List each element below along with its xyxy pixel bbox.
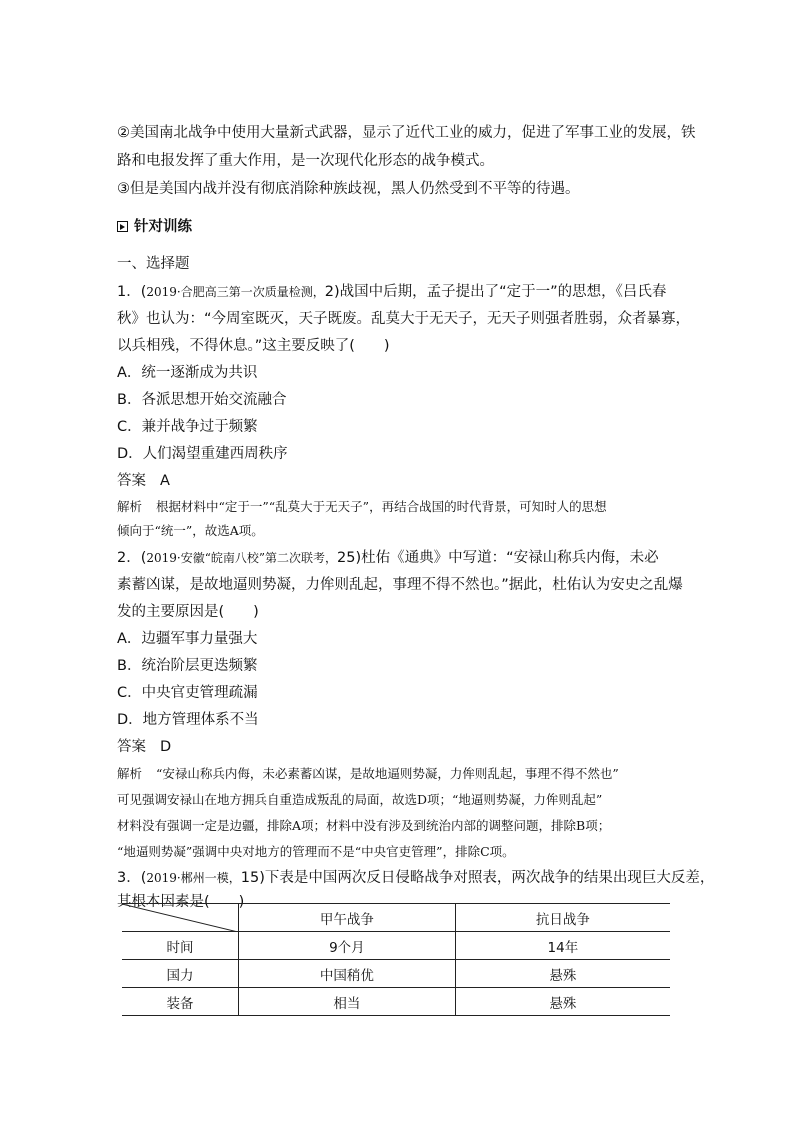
question-1-line-1 xyxy=(117,283,666,301)
question-2-explanation-line-1 xyxy=(117,766,619,782)
question-2-option-b: B．统治阶层更迭频繁 xyxy=(117,658,258,674)
question-source: 2019·合肥高三第一次质量检测， xyxy=(146,285,325,299)
question-3-line-1 xyxy=(117,869,714,887)
diagonal-line xyxy=(122,904,238,932)
question-1-option-b: B．各派思想开始交流融合 xyxy=(117,392,287,408)
answer-value: D xyxy=(160,739,172,755)
table-header-cell: 抗日战争 xyxy=(455,904,670,932)
question-2-explanation-line-4: “地逼则势凝”强调中央对地方的管理而不是“中央官吏管理”，排除C项。 xyxy=(117,844,515,859)
explanation-text: 根据材料中“定于一”“乱莫大于无天子”，再结合战国的时代背景，可知时人的思想 xyxy=(156,499,607,514)
paragraph-civil-war-weapons: ②美国南北战争中使用大量新式武器，显示了近代工业的威力，促进了军事工业的发展，铁 xyxy=(117,125,696,141)
war-comparison-table xyxy=(122,903,670,1016)
table-row xyxy=(122,932,670,960)
question-1-explanation-line-1 xyxy=(117,499,607,515)
question-2-line-3: 发的主要原因是( ) xyxy=(117,604,259,620)
paragraph-civil-war-weapons-cont: 路和电报发挥了重大作用，是一次现代化形态的战争模式。 xyxy=(117,153,494,169)
answer-label: 答案 xyxy=(117,473,146,489)
question-number: 1．( xyxy=(117,284,147,300)
question-2-answer xyxy=(117,738,171,756)
table-cell: 9个月 xyxy=(239,932,456,960)
table-header-cell: 甲午战争 xyxy=(239,904,456,932)
question-source: 2019·安徽“皖南八校”第二次联考， xyxy=(146,551,338,565)
answer-value: A xyxy=(160,473,170,489)
table-corner-cell xyxy=(122,904,239,932)
subsection-heading: 一、选择题 xyxy=(117,256,190,272)
question-source: 2019·郴州一模， xyxy=(146,871,241,885)
question-number: 3．( xyxy=(117,870,147,886)
question-2-option-d: D．地方管理体系不当 xyxy=(117,712,259,728)
section-title: 针对训练 xyxy=(134,219,192,235)
question-number: 2．( xyxy=(117,550,147,566)
question-1-option-c: C．兼并战争过于频繁 xyxy=(117,419,258,435)
question-text: 2)战国中后期，孟子提出了“定于一”的思想，《吕氏春 xyxy=(324,284,667,300)
section-heading xyxy=(117,218,192,236)
table-cell: 中国稍优 xyxy=(239,960,456,988)
question-2-explanation-line-2: 可见强调安禄山在地方拥兵自重造成叛乱的局面，故选D项；“地逼则势凝，力侔则乱起” xyxy=(117,792,603,807)
question-1-option-d: D．人们渴望重建西周秩序 xyxy=(117,446,288,462)
table-cell: 相当 xyxy=(239,988,456,1016)
table-row-label: 时间 xyxy=(122,932,239,960)
question-2-line-2: 素蓄凶谋，是故地逼则势凝，力侔则乱起，事理不得不然也。”据此，杜佑认为安史之乱爆 xyxy=(117,577,683,593)
question-2-line-1 xyxy=(117,549,659,567)
table-row xyxy=(122,960,670,988)
question-2-option-c: C．中央官吏管理疏漏 xyxy=(117,685,258,701)
explanation-label: 解析 xyxy=(117,499,143,514)
question-2-explanation-line-3: 材料没有强调一定是边疆，排除A项；材料中没有涉及到统治内部的调整问题，排除B项； xyxy=(117,818,611,833)
table-row xyxy=(122,988,670,1016)
question-1-line-2: 秋》也认为：“今周室既灭，天子既废。乱莫大于无天子，无天子则强者胜弱，众者暴寡， xyxy=(117,311,691,327)
answer-label: 答案 xyxy=(117,739,146,755)
explanation-label: 解析 xyxy=(117,766,143,781)
table-row-label: 国力 xyxy=(122,960,239,988)
table-cell: 悬殊 xyxy=(455,988,670,1016)
explanation-text: “安禄山称兵内侮，未必素蓄凶谋，是故地逼则势凝，力侔则乱起，事理不得不然也” xyxy=(156,766,619,781)
question-1-line-3: 以兵相残，不得休息。”这主要反映了( ) xyxy=(117,338,390,354)
question-2-option-a: A．边疆军事力量强大 xyxy=(117,631,258,647)
paragraph-racial-discrimination: ③但是美国内战并没有彻底消除种族歧视，黑人仍然受到不平等的待遇。 xyxy=(117,181,580,197)
table-cell: 悬殊 xyxy=(455,960,670,988)
question-1-explanation-line-2: 倾向于“统一”，故选A项。 xyxy=(117,523,264,538)
table-row-label: 装备 xyxy=(122,988,239,1016)
question-1-option-a: A．统一逐渐成为共识 xyxy=(117,365,258,381)
table-header-row xyxy=(122,904,670,932)
question-3-line-2: 其根本因素是( ) xyxy=(117,894,245,910)
question-text: 15)下表是中国两次反日侵略战争对照表，两次战争的结果出现巨大反差， xyxy=(240,870,715,886)
question-text: 25)杜佑《通典》中写道：“安禄山称兵内侮，未必 xyxy=(337,550,659,566)
table-cell: 14年 xyxy=(455,932,670,960)
play-box-icon xyxy=(117,221,128,232)
question-1-answer xyxy=(117,472,170,490)
